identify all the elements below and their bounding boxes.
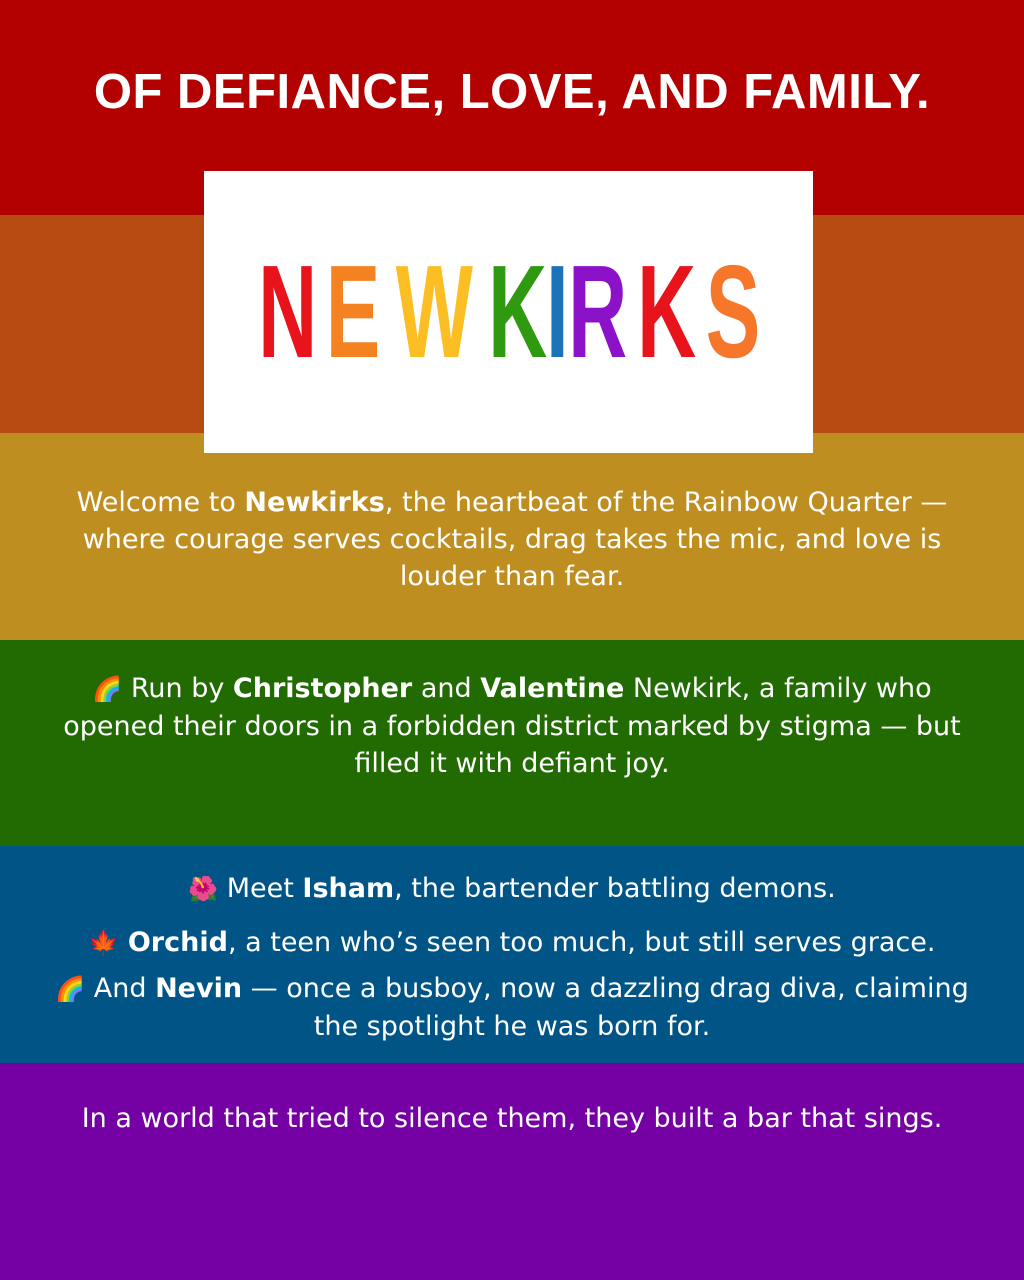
logo-letter: I <box>546 238 570 385</box>
hibiscus-icon: 🌺 <box>188 875 219 903</box>
maple-leaf-icon: 🍁 <box>88 929 119 957</box>
logo-letter: R <box>568 238 628 385</box>
orchid-text: , a teen who’s seen too much, but still serves grace. <box>227 927 936 958</box>
logo-letter: K <box>637 238 697 385</box>
character-name: Isham <box>302 873 395 904</box>
rainbow-icon: 🌈 <box>92 675 123 703</box>
owner-name: Christopher <box>232 673 413 704</box>
nevin-text: — once a busboy, now a dazzling drag diva, claiming the spotlight he was born for. <box>242 973 969 1042</box>
logo <box>204 171 813 453</box>
closing-paragraph: In a world that tried to silence them, they built a bar that sings. <box>81 1103 943 1134</box>
logo-box <box>204 171 813 453</box>
headline: OF DEFIANCE, LOVE, AND FAMILY. <box>93 65 931 119</box>
orchid-line <box>30 924 994 962</box>
intro-text: Welcome to <box>76 487 245 518</box>
nevin-paragraph <box>30 970 994 1045</box>
character-name: Nevin <box>155 973 243 1004</box>
owners-paragraph <box>40 670 984 782</box>
logo-letter: E <box>326 238 381 385</box>
logo-letter: W <box>395 238 473 385</box>
rainbow-icon: 🌈 <box>55 975 86 1003</box>
logo-letter: N <box>258 238 318 385</box>
owners-text: Run by <box>122 673 233 704</box>
isham-text: Meet <box>218 873 303 904</box>
owners-text: Newkirk, a family who opened their doors in a forbidden district marked by stigma — but filled it with defiant joy. <box>63 673 961 779</box>
logo-letter: K <box>488 238 548 385</box>
owner-name: Valentine <box>480 673 625 704</box>
logo-letter: S <box>705 238 761 385</box>
bar-name: Newkirks <box>244 487 385 518</box>
isham-text: , the bartender battling demons. <box>394 873 836 904</box>
character-name: Orchid <box>118 927 228 958</box>
intro-text: , the heartbeat of the Rainbow Quarter — where courage serves cocktails, drag takes the mic, and love is louder than fear. <box>82 487 948 592</box>
intro-paragraph <box>40 484 984 595</box>
isham-line <box>30 870 994 908</box>
nevin-text: And <box>85 973 156 1004</box>
owners-text: and <box>412 673 481 704</box>
